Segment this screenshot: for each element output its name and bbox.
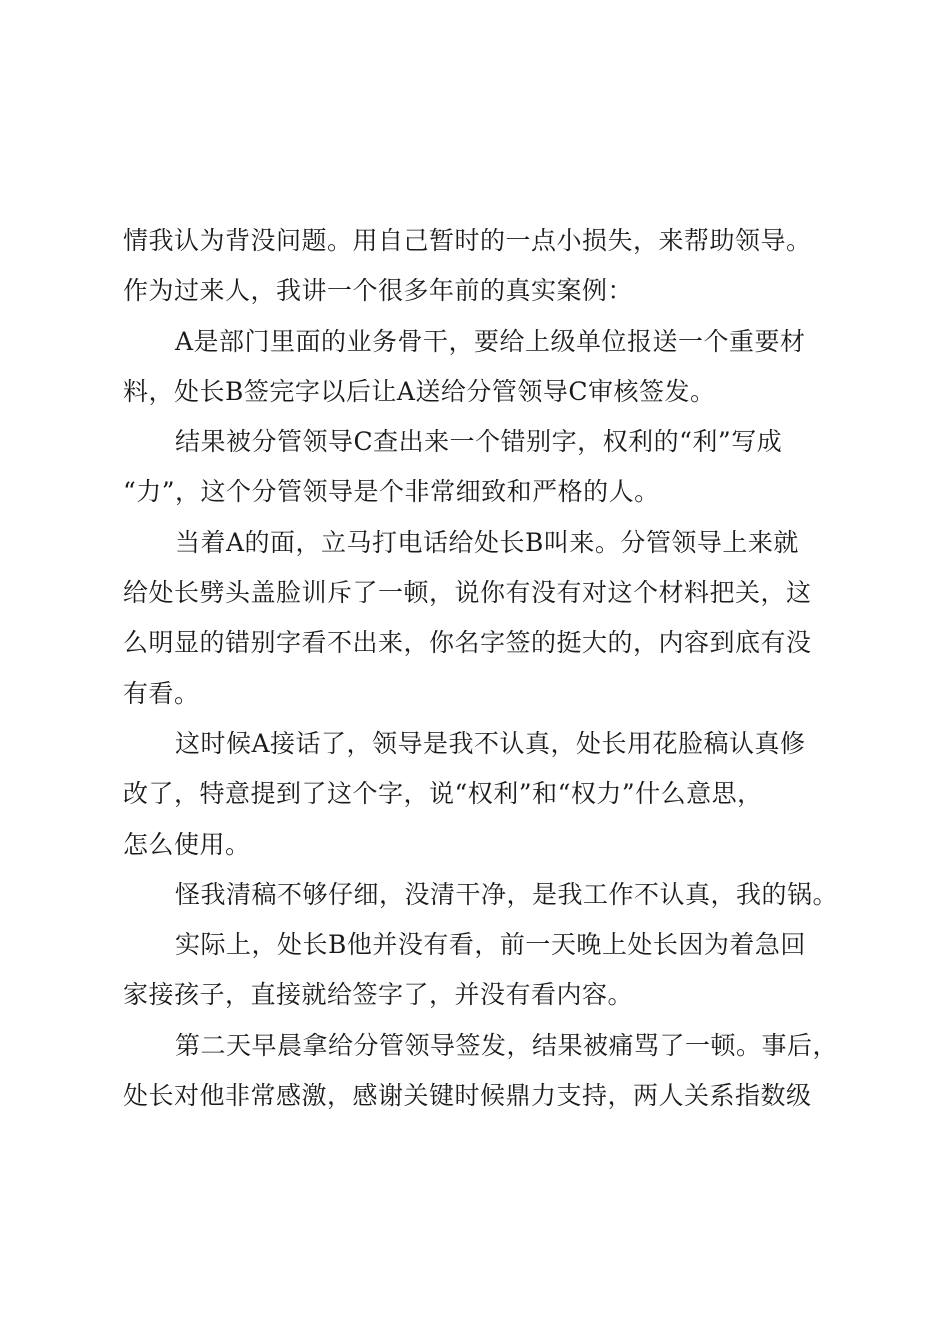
text-line-6: “力”，这个分管领导是个非常细致和严格的人。 — [123, 477, 660, 507]
text-line-9: 么明显的错别字看不出来，你名字签的挺大的，内容到底有没 — [123, 628, 812, 658]
text-line-18: 处长对他非常感激，感谢关键时候鼎力支持，两人关系指数级 — [123, 1081, 812, 1111]
text-line-2: 作为过来人，我讲一个很多年前的真实案例： — [123, 276, 634, 306]
body-text — [123, 216, 839, 1121]
text-line-12: 改了，特意提到了这个字，说“权利”和“权力”什么意思， — [123, 779, 763, 809]
text-line-13: 怎么使用。 — [123, 829, 251, 859]
text-line-4: 料，处长B签完字以后让A送给分管领导C审核签发。 — [123, 376, 716, 406]
text-line-15: 实际上，处长B他并没有看，前一天晚上处长因为着急回 — [175, 930, 806, 960]
text-line-3: A是部门里面的业务骨干，要给上级单位报送一个重要材 — [175, 326, 806, 356]
text-line-7: 当着A的面，立马打电话给处长B叫来。分管领导上来就 — [175, 527, 799, 557]
text-line-10: 有看。 — [123, 678, 200, 708]
text-line-8: 给处长劈头盖脸训斥了一顿，说你有没有对这个材料把关，这 — [123, 578, 812, 608]
text-line-17: 第二天早晨拿给分管领导签发，结果被痛骂了一顿。事后， — [175, 1030, 839, 1060]
text-line-5: 结果被分管领导C查出来一个错别字，权利的“利”写成 — [175, 427, 783, 457]
text-line-11: 这时候A接话了，领导是我不认真，处长用花脸稿认真修 — [175, 728, 806, 758]
text-line-14: 怪我清稿不够仔细，没清干净，是我工作不认真，我的锅。 — [175, 879, 839, 909]
text-line-16: 家接孩子，直接就给签字了，并没有看内容。 — [123, 980, 634, 1010]
text-line-1: 情我认为背没问题。用自己暂时的一点小损失，来帮助领导。 — [123, 226, 812, 255]
